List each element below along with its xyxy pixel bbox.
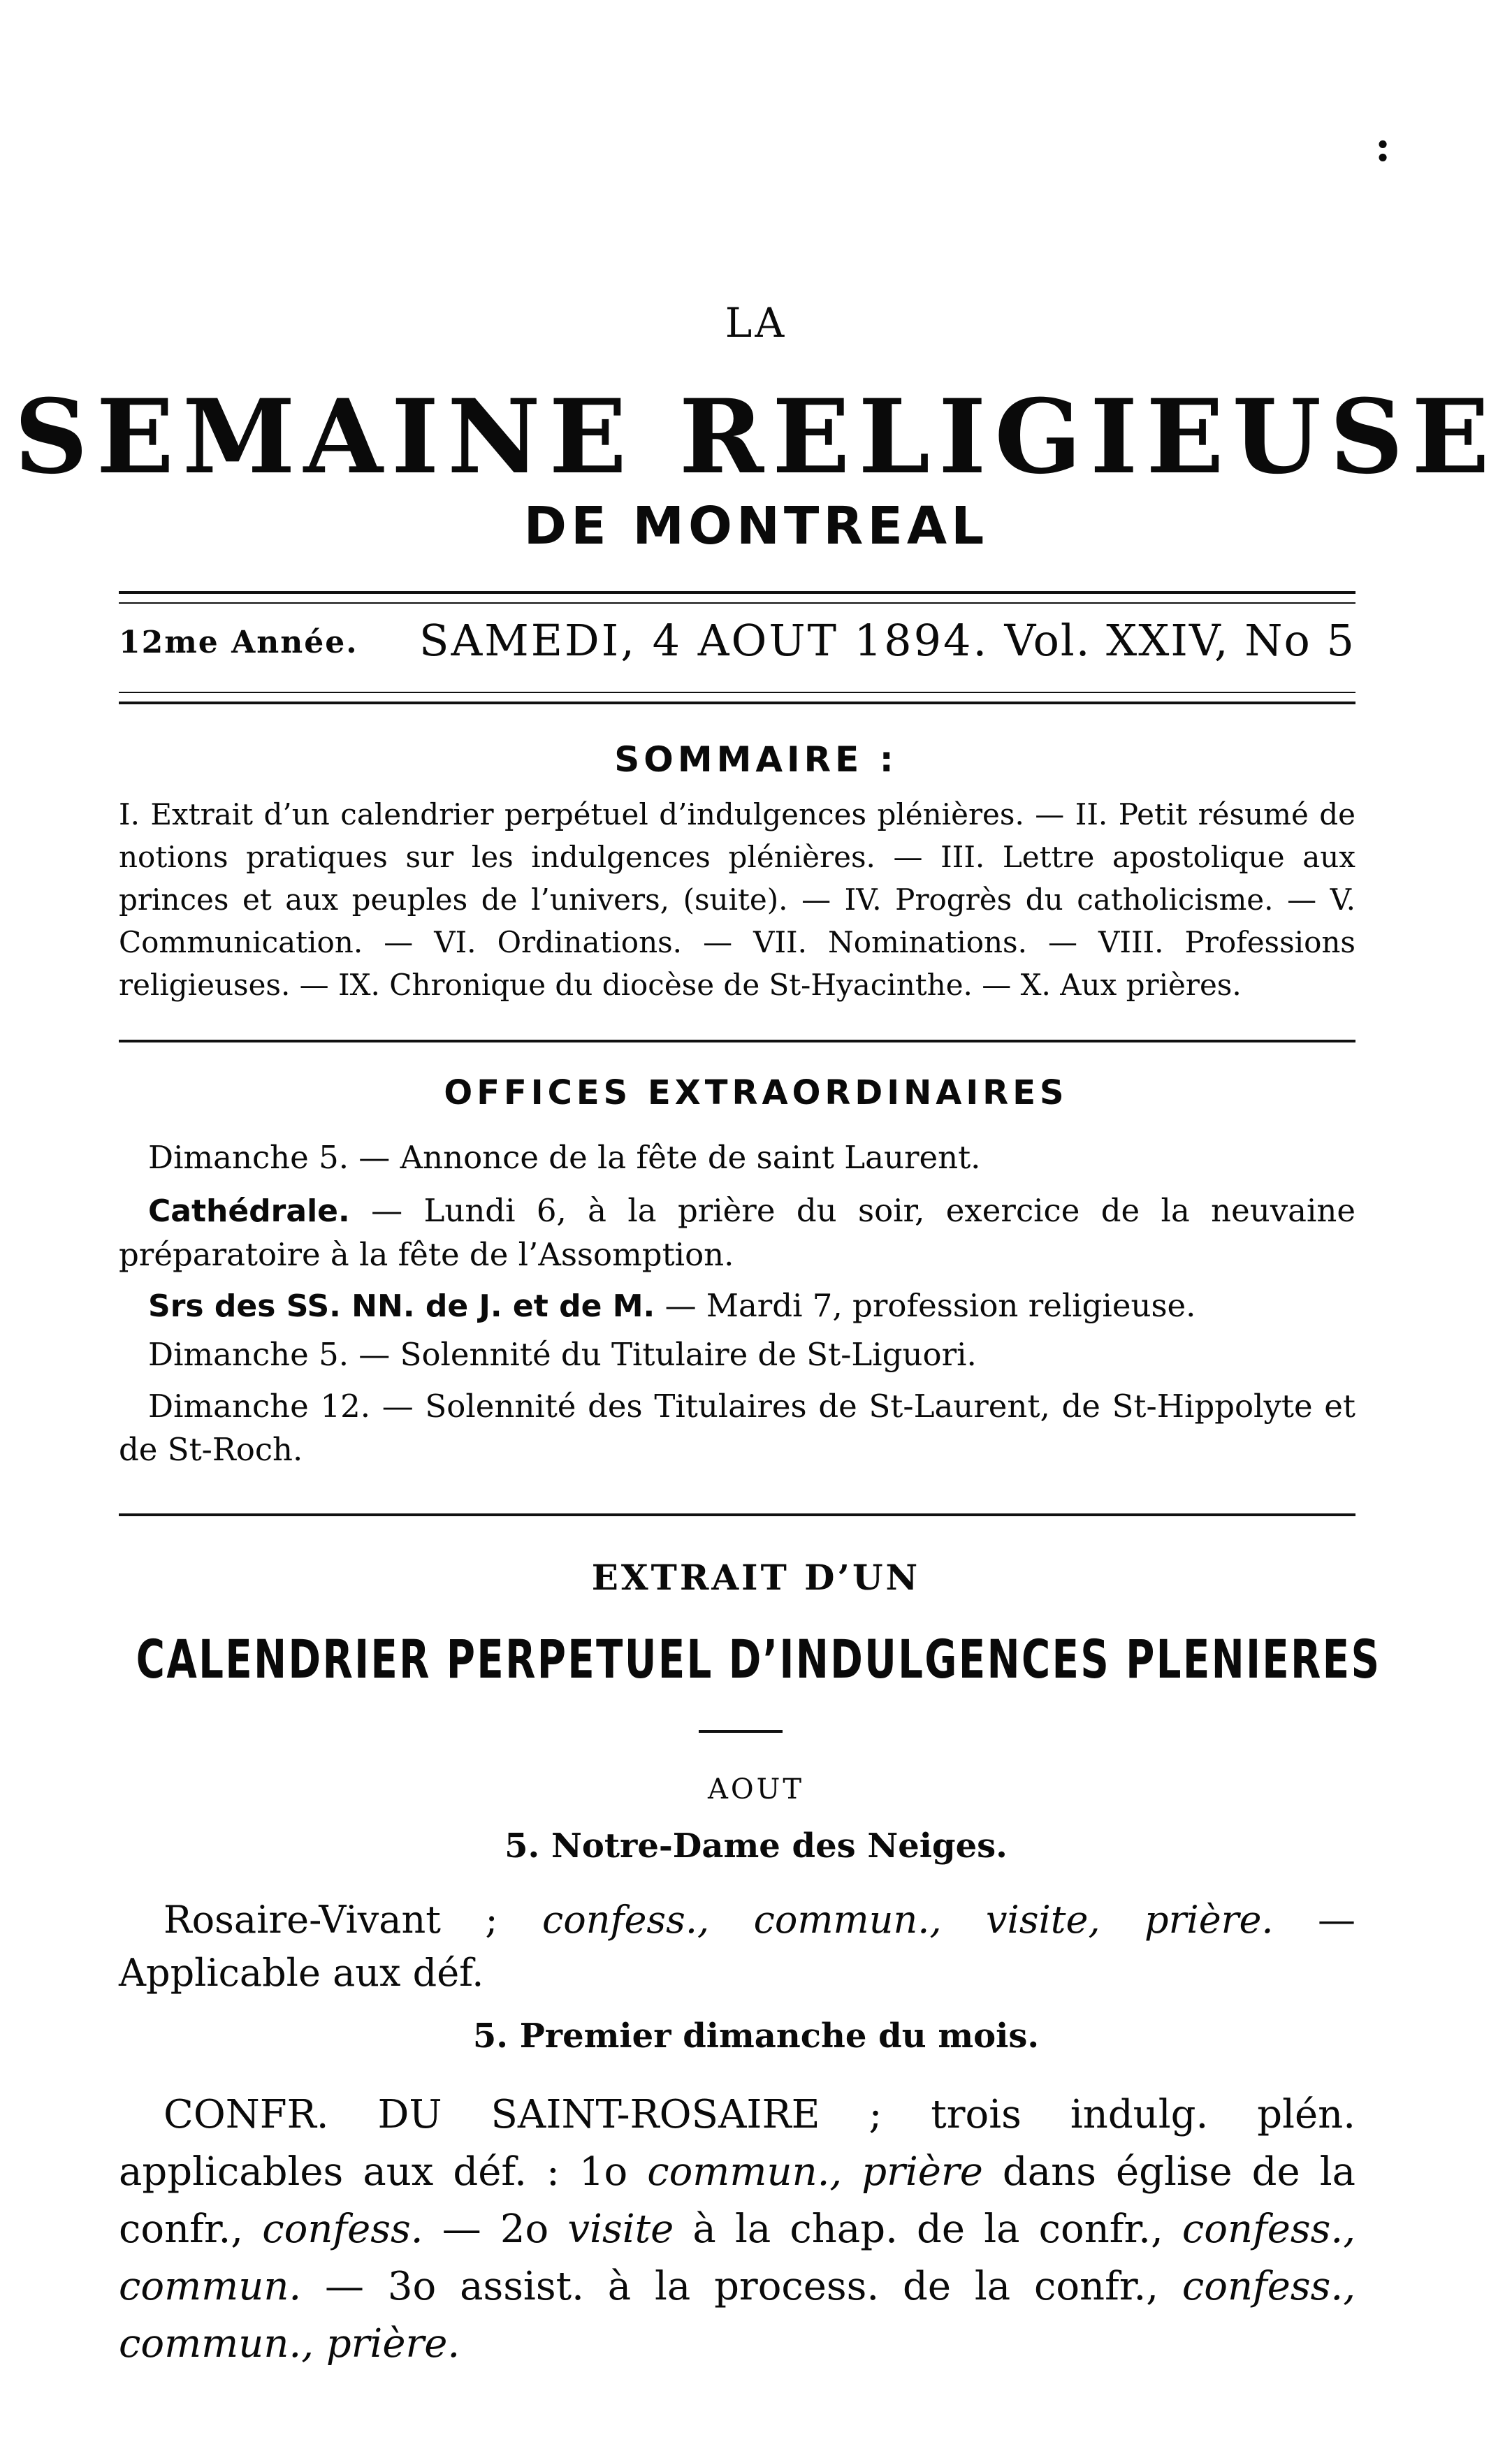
cathedrale-text: — Lundi 6, à la prière du soir, exercice de la neuvaine préparatoire à la fête de l’Assomption. — [119, 1192, 1355, 1273]
entry2-part-b: commun., prière — [647, 2149, 983, 2195]
entry1-text — [119, 1894, 1355, 2000]
top-rule-2 — [119, 602, 1355, 604]
entry2-part-c: dans église de la confr., — [119, 2149, 1355, 2252]
sommaire-text: I. Extrait d’un calendrier perpétuel d’indulgences plénières. — II. Petit résumé de notions pratiques sur les indulgences plénières. — III. Lettre apostolique aux princes et aux peuples de l’univers, (suite). — IV. Progrès du catholicisme. — V. Communication. — VI. Ordinations. — VII. Nominations. — VIII. Professions religieuses. — IX. Chronique du diocèse de St-Hyacinthe. — X. Aux prières. — [119, 797, 1355, 1002]
entry2-part-d: confess. — [262, 2207, 423, 2252]
sommaire-rule — [119, 1040, 1355, 1042]
entry2-part-h: confess., commun. — [119, 2207, 1356, 2309]
offices-rule — [119, 1513, 1355, 1516]
entry2-part-a: CONFR. DU SAINT-ROSAIRE ; trois indulg. plén. applicables aux déf. : 1o — [119, 2092, 1355, 2195]
entry2-part-e: — 2o — [423, 2207, 568, 2252]
offices-line-4: Dimanche 5. — Solennité du Titulaire de St-Liguori. — [148, 1336, 977, 1373]
entry2-title: 5. Premier dimanche du mois. — [472, 2016, 1040, 2056]
dateline-year: 12me Année. — [119, 625, 358, 660]
entry2-part-f: visite — [567, 2207, 674, 2252]
entry1-title: 5. Notre-Dame des Neiges. — [504, 1826, 1008, 1866]
masthead-subtitle: DE MONTREAL — [523, 496, 989, 556]
srs-label: Srs des SS. NN. de J. et de M. — [148, 1288, 655, 1324]
headline-short-rule — [699, 1730, 783, 1733]
entry2-part-g: à la chap. de la confr., — [674, 2207, 1182, 2252]
entry1-lead: Rosaire-Vivant ; — [163, 1898, 542, 1942]
masthead-title: SEMAINE RELIGIEUSE — [14, 377, 1498, 497]
entry1-tail: — Applicable aux déf. — [119, 1898, 1356, 1995]
dateline-rule-1 — [119, 692, 1355, 693]
dateline-date: SAMEDI, 4 AOUT 1894. — [419, 615, 989, 666]
srs-text: — Mardi 7, profession religieuse. — [655, 1287, 1196, 1324]
sommaire-heading: SOMMAIRE : — [614, 739, 898, 780]
offices-srs — [148, 1287, 1195, 1324]
entry2-part-i: — 3o assist. à la process. de la confr., — [301, 2264, 1182, 2309]
masthead-article: LA — [725, 299, 787, 347]
corner-mark: : — [1375, 122, 1391, 171]
entry2-part-j: confess., commun., prière. — [119, 2264, 1355, 2367]
offices-line-5: Dimanche 12. — Solennité des Titulaires de St-Laurent, de St-Hippolyte et de St-Roch. — [119, 1388, 1355, 1468]
top-rule-1 — [119, 591, 1355, 594]
offices-cathedrale — [119, 1189, 1355, 1277]
cathedrale-label: Cathédrale. — [148, 1193, 350, 1229]
entry1-ital: confess., commun., visite, prière. — [541, 1898, 1274, 1942]
article-headline: CALENDRIER PERPETUEL D’INDULGENCES PLENIERES — [136, 1628, 1381, 1690]
dateline-rule-2 — [119, 702, 1355, 704]
article-month: AOUT — [707, 1773, 805, 1805]
article-kicker: EXTRAIT D’UN — [591, 1557, 921, 1598]
offices-heading: OFFICES EXTRAORDINAIRES — [444, 1073, 1068, 1112]
entry2-text — [119, 2086, 1355, 2373]
offices-line-1: Dimanche 5. — Annonce de la fête de saint Laurent. — [148, 1139, 981, 1176]
dateline-volume: Vol. XXIV, No 5 — [1004, 615, 1355, 666]
